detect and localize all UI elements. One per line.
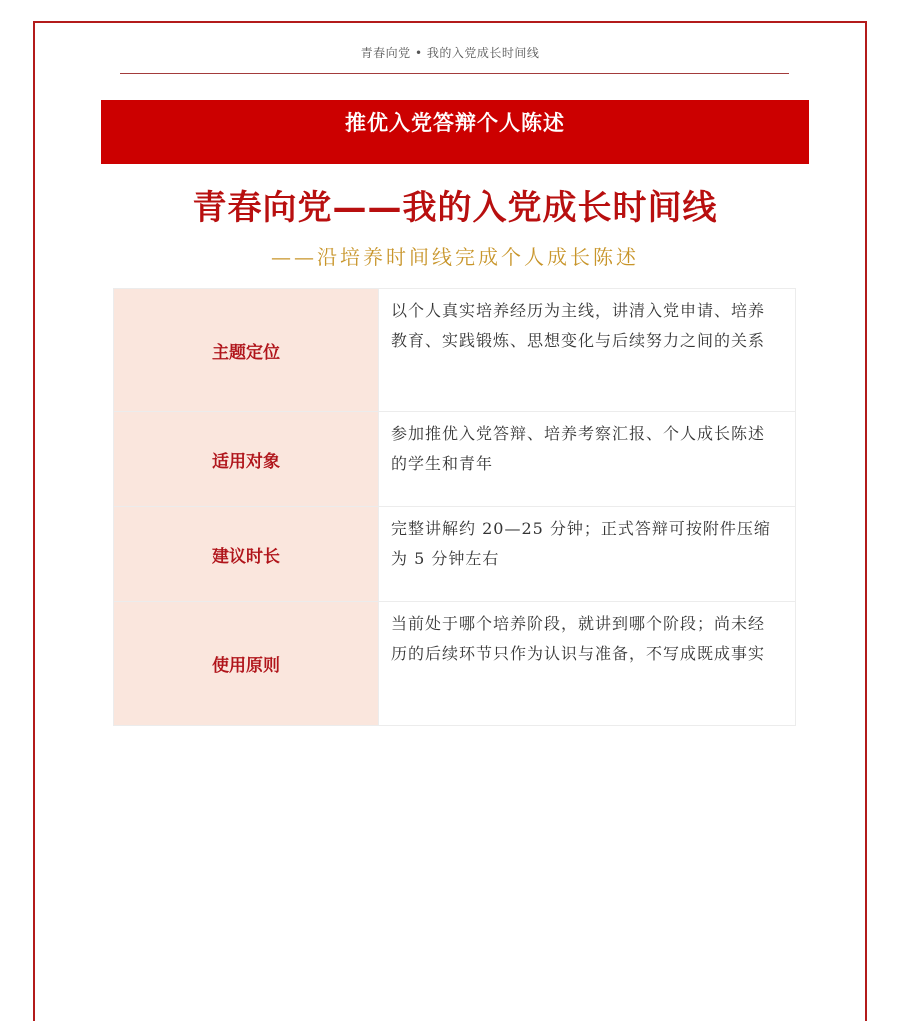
row-label: 建议时长	[114, 507, 379, 602]
row-value	[379, 289, 796, 412]
row-value-text: 以个人真实培养经历为主线，讲清入党申请、培养教育、实践锻炼、思想变化与后续努力之间的关系	[391, 301, 766, 350]
row-value	[379, 602, 796, 726]
row-value-text: 参加推优入党答辩、培养考察汇报、个人成长陈述的学生和青年	[391, 424, 766, 473]
row-value	[379, 412, 796, 507]
row-label: 使用原则	[114, 602, 379, 726]
title-banner: 推优入党答辩个人陈述	[101, 100, 809, 164]
row-value-text: 完整讲解约 20—25 分钟；正式答辩可按附件压缩为 5 分钟左右	[391, 519, 771, 568]
info-table	[113, 288, 796, 726]
row-value-text: 当前处于哪个培养阶段，就讲到哪个阶段；尚未经历的后续环节只作为认识与准备，不写成既成事实	[391, 614, 766, 663]
page-subtitle: ——沿培养时间线完成个人成长陈述	[271, 245, 639, 269]
table-row	[114, 602, 796, 726]
header-divider	[120, 73, 789, 74]
row-label: 主题定位	[114, 289, 379, 412]
row-label: 适用对象	[114, 412, 379, 507]
row-value	[379, 507, 796, 602]
page-title: 青春向党——我的入党成长时间线	[192, 188, 718, 228]
table-row	[114, 412, 796, 507]
table-row	[114, 507, 796, 602]
table-row	[114, 289, 796, 412]
running-header: 青春向党 • 我的入党成长时间线	[360, 46, 540, 60]
